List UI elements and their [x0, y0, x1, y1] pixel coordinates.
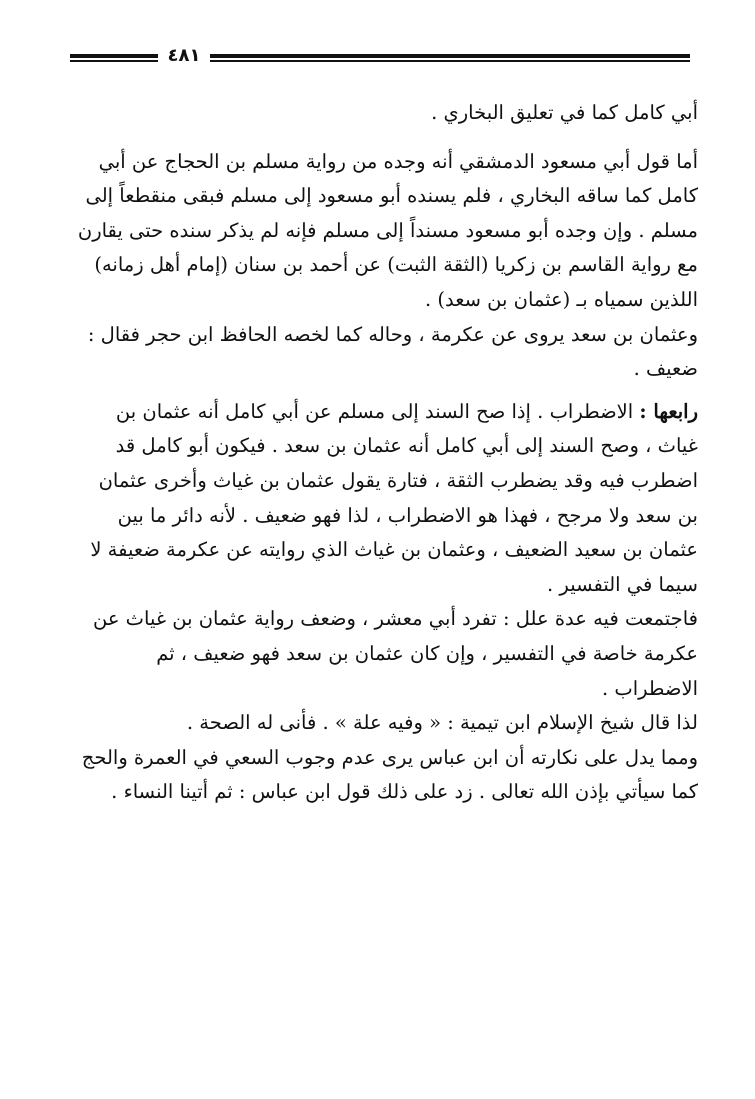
text-line: عثمان بن سعيد الضعيف ، وعثمان بن غياث الذي روايته عن عكرمة ضعيفة لا: [90, 538, 698, 562]
paragraph-2: [66, 145, 698, 318]
paragraph-1: [66, 96, 698, 131]
text-line: غياث ، وصح السند إلى أبي كامل أنه عثمان بن سعد . فيكون أبو كامل قد: [115, 434, 698, 458]
header-rule-left: [70, 54, 158, 58]
text-line: فاجتمعت فيه عدة علل : تفرد أبي معشر ، وضعف رواية عثمان بن غياث عن: [92, 607, 698, 631]
text-line: وعثمان بن سعد يروى عن عكرمة ، وحاله كما لخصه الحافظ ابن حجر فقال :: [87, 322, 698, 346]
text-line: كامل كما ساقه البخاري ، فلم يسنده أبو مسعود إلى مسلم فبقى منقطعاً إلى: [85, 184, 698, 208]
paragraph-5: [66, 602, 698, 706]
text-line: مع رواية القاسم بن زكريا (الثقة الثبت) عن أحمد بن سنان (إمام أهل زمانه): [94, 253, 698, 277]
text-line: لذا قال شيخ الإسلام ابن تيمية : « وفيه علة » . فأنى له الصحة .: [186, 711, 698, 735]
text-line: اضطرب فيه وقد يضطرب الثقة ، فتارة يقول عثمان بن غياث وأخرى عثمان: [98, 468, 698, 492]
text-line: سيما في التفسير .: [547, 572, 698, 596]
paragraph-6: [66, 706, 698, 741]
text-line: اللذين سمياه بـ (عثمان بن سعد) .: [424, 287, 698, 311]
paragraph-3: [66, 318, 698, 387]
text-run: الاضطراب . إذا صح السند إلى مسلم عن أبي كامل أنه عثمان بن: [115, 399, 640, 423]
page-header: [70, 44, 690, 72]
paragraph-4: [66, 395, 698, 603]
paragraph-7: [66, 741, 698, 810]
text-line: بن سعد ولا مرجح ، فهذا هو الاضطراب ، لذا فهو ضعيف . لأنه دائر ما بين: [117, 503, 698, 527]
text-line: كما سيأتي بإذن الله تعالى . زد على ذلك قول ابن عباس : ثم أتينا النساء .: [111, 780, 698, 804]
text-line: ومما يدل على نكارته أن ابن عباس يرى عدم وجوب السعي في العمرة والحج: [81, 745, 698, 769]
text-line: [66, 395, 698, 430]
text-line: أبي كامل كما في تعليق البخاري .: [431, 101, 698, 124]
text-line: مسلم . وإن وجده أبو مسعود مسنداً إلى مسلم فإنه لم يذكر سنده حتى يقارن: [77, 218, 698, 242]
text-line: ضعيف .: [633, 357, 698, 381]
text-line: أما قول أبي مسعود الدمشقي أنه وجده من رواية مسلم بن الحجاج عن أبي: [98, 149, 698, 173]
header-rule-right: [210, 54, 690, 58]
page-number: ٤٨١: [167, 45, 201, 66]
body-text: [66, 96, 698, 810]
text-line: الاضطراب .: [601, 676, 698, 700]
text-line: عكرمة خاصة في التفسير ، وإن كان عثمان بن سعد فهو ضعيف ، ثم: [156, 641, 698, 665]
section-lead: رابعها :: [639, 399, 698, 423]
